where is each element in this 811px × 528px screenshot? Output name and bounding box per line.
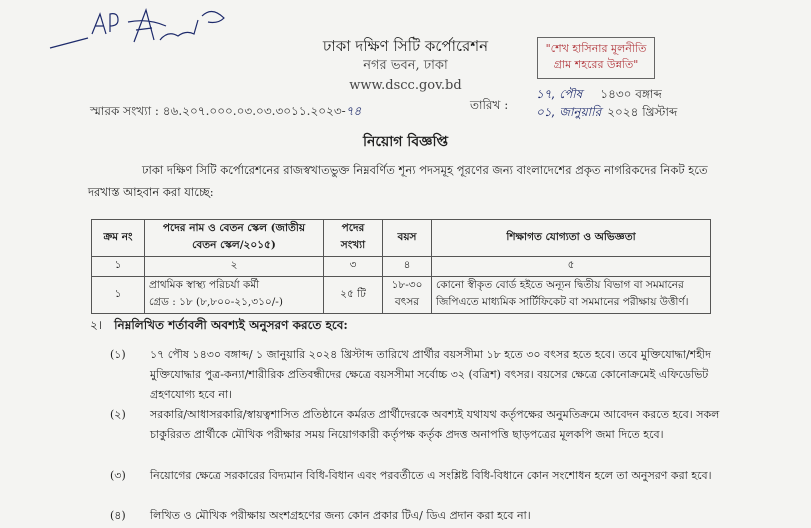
col-age-header: বয়স bbox=[383, 220, 432, 257]
organization-website: www.dscc.gov.bd bbox=[349, 78, 462, 93]
section-2-heading bbox=[90, 317, 348, 337]
organization-name: ঢাকা দক্ষিণ সিটি কর্পোরেশন bbox=[322, 37, 489, 55]
intro-paragraph: ঢাকা দক্ষিণ সিটি কর্পোরেশনের রাজস্বখাতভুক্ত নিম্নবর্ণিত শূন্য পদসমূহ পূরণের জন্য বাংলাদেশের প্রকৃত নাগরিকদের নিকট হতে দরখাস্ত আহবান করা যাচ্ছে: bbox=[88, 163, 708, 199]
table-cell: ৫ bbox=[432, 257, 711, 277]
col-qualification-header: শিক্ষাগত যোগ্যতা ও অভিজ্ঞতা bbox=[432, 220, 711, 257]
col-count-header: পদের সংখ্যা bbox=[324, 220, 383, 257]
table-index-row bbox=[92, 257, 711, 277]
date-block bbox=[470, 87, 678, 123]
table-cell-age: ১৮-৩০ বৎসর bbox=[383, 277, 432, 314]
condition-item bbox=[110, 466, 730, 486]
table-cell-qualification: কোনো স্বীকৃত বোর্ড হইতে অন্যূন দ্বিতীয় বিভাগ বা সমমানের জিপিএতে মাধ্যমিক সার্টিফিকেট বা সমমানের পরীক্ষায় উত্তীর্ণ। bbox=[432, 277, 711, 314]
condition-number: (১) bbox=[110, 348, 126, 361]
condition-text: ১৭ পৌষ ১৪৩০ বঙ্গাব্দ/ ১ জানুয়ারি ২০২৪ খ্রিস্টাব্দ তারিখে প্রার্থীর বয়সসীমা ১৮ হতে ৩০ বৎসর হতে হবে। তবে মুক্তিযোদ্ধা/শহীদ মুক্তিযোদ্ধার পুত্র-কন্যা/শারীরিক প্রতিবন্ধীদের ক্ষেত্রে বয়সসীমা সর্বোচ্চ ৩২ (বত্রিশ) বৎসর। বয়সের ক্ষেত্রে কোনোক্রমেই এফিডেভিট গ্রহণযোগ্য হবে না। bbox=[150, 348, 711, 401]
condition-number: (৪) bbox=[110, 509, 126, 522]
table-header-row bbox=[92, 220, 711, 257]
motto-line-2: গ্রাম শহরের উন্নতি" bbox=[553, 58, 639, 71]
date-gregorian-handwritten: ০১, জানুয়ারি bbox=[536, 105, 602, 119]
section-heading: নিম্নলিখিত শর্তাবলী অবশ্যই অনুসরণ করতে হবে: bbox=[114, 318, 348, 332]
notice-title: নিয়োগ বিজ্ঞপ্তি bbox=[362, 134, 449, 150]
table-cell-post bbox=[145, 277, 324, 314]
section-number: ২। bbox=[90, 318, 103, 332]
table-row bbox=[92, 277, 711, 314]
memo-number bbox=[90, 103, 361, 123]
table-cell: ৩ bbox=[324, 257, 383, 277]
col-sl-header: ক্রম নং bbox=[92, 220, 145, 257]
organization-address: নগর ভবন, ঢাকা bbox=[363, 58, 448, 73]
table-cell: ২ bbox=[145, 257, 324, 277]
date-bengali-suffix: ১৪৩০ বঙ্গাব্দ bbox=[600, 87, 662, 101]
condition-item bbox=[110, 506, 730, 526]
organization-header bbox=[0, 36, 811, 96]
svg-text:AP: AP bbox=[98, 30, 100, 31]
condition-text: সরকারি/আধাসরকারি/স্বায়ত্বশাসিত প্রতিষ্ঠানে কর্মরত প্রার্থীদেরকে অবশ্যই যথাযথ কর্তৃপক্ষের অনুমতিক্রমে আবেদন করতে হবে। সকল চাকুরিরত প্রার্থীকে মৌখিক পরীক্ষার সময় নিয়োগকারী কর্তৃপক্ষ কর্তৃক প্রদত্ত অনাপত্তি ছাড়পত্রের মূলকপি জমা দিতে হবে। bbox=[150, 408, 720, 441]
date-bengali-handwritten: ১৭, পৌষ bbox=[536, 87, 583, 101]
condition-text: নিয়োগের ক্ষেত্রে সরকারের বিদ্যমান বিধি-বিধান এবং পরবর্তীতে এ সংশ্লিষ্ট বিধি-বিধানে কোন সংশোধন হলে তা অনুসরণ করা হবে। bbox=[150, 469, 712, 482]
memo-text: স্মারক সংখ্যা : ৪৬.২০৭.০০০.০৩.০৩.৩০১১.২০২৩- bbox=[90, 104, 346, 118]
condition-item bbox=[110, 405, 730, 445]
memo-handwritten: ৭৪ bbox=[345, 104, 362, 118]
date-label: তারিখ : bbox=[470, 98, 509, 112]
condition-number: (২) bbox=[110, 408, 126, 421]
table-cell-count: ২৫ টি bbox=[324, 277, 383, 314]
post-scale: গ্রেড : ১৮ (৮,৮০০-২১,৩১০/-) bbox=[149, 296, 283, 308]
condition-text: লিখিত ও মৌখিক পরীক্ষায় অংশগ্রহণের জন্য কোন প্রকার টিএ/ ডিএ প্রদান করা হবে না। bbox=[150, 509, 531, 522]
table-cell-sl: ১ bbox=[92, 277, 145, 314]
condition-item bbox=[110, 345, 730, 405]
table-cell: ৪ bbox=[383, 257, 432, 277]
motto-box bbox=[537, 37, 655, 79]
date-gregorian-suffix: ২০২৪ খ্রিস্টাব্দ bbox=[607, 105, 678, 119]
post-name: প্রাথমিক স্বাস্থ্য পরিচর্যা কর্মী bbox=[149, 279, 260, 291]
condition-number: (৩) bbox=[110, 469, 126, 482]
col-post-header: পদের নাম ও বেতন স্কেল (জাতীয় বেতন স্কেল/২০১৫) bbox=[145, 220, 324, 257]
table-cell: ১ bbox=[92, 257, 145, 277]
motto-line-1: "শেখ হাসিনার মূলনীতি bbox=[545, 42, 647, 55]
vacancy-table bbox=[91, 219, 711, 314]
